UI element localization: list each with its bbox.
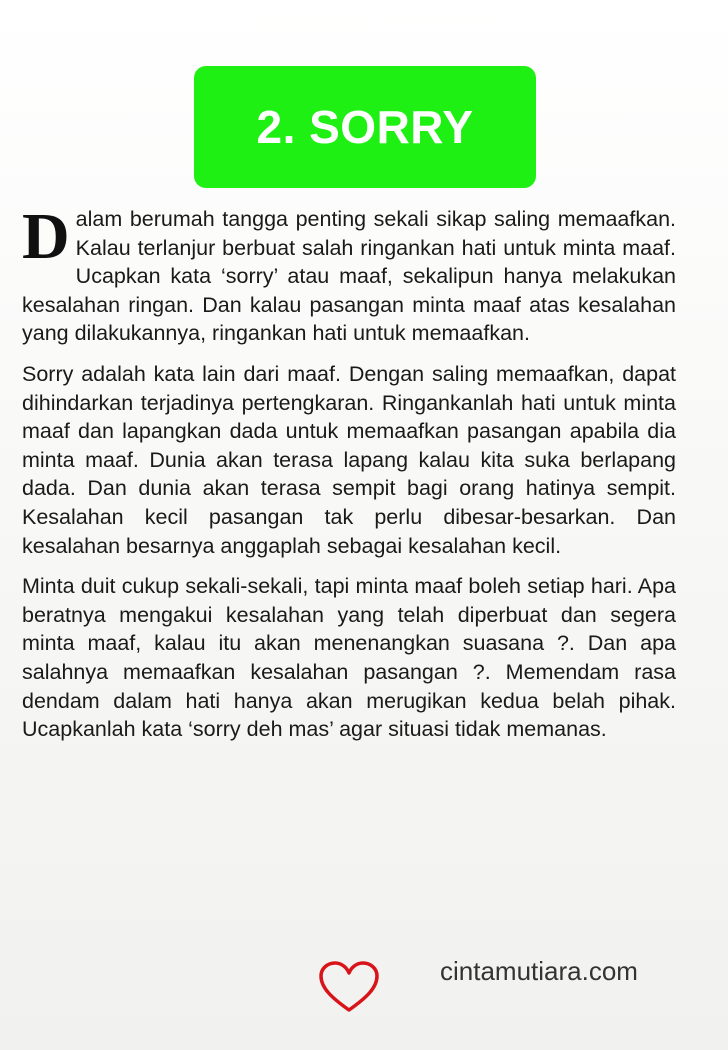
drop-cap: D bbox=[22, 200, 70, 273]
site-credit: cintamutiara.com bbox=[440, 956, 638, 986]
heart-outline-icon bbox=[318, 960, 380, 1014]
paragraph-1-text: alam berumah tangga penting sekali sikap saling memaafkan. Kalau terlanjur berbuat salah ringankan hati untuk minta maaf. Ucapkan kata ‘sorry’ atau maaf, sekalipun hanya melakukan kesalahan ringan. Dan kalau pasangan minta maaf atas kesalahan yang dilakukannya, ringankan hati untuk memaafkan. bbox=[22, 207, 676, 346]
paragraph-3: Minta duit cukup sekali-sekali, tapi minta maaf boleh setiap hari. Apa beratnya mengakui kesalahan yang telah diperbuat dan segera minta maaf, kalau itu akan menenangkan suasana ?. Dan apa salahnya memaafkan kesalahan pasangan ?. Memendam rasa dendam dalam hati hanya akan merugikan kedua belah pihak. Ucapkanlah kata ‘sorry deh mas’ agar situasi tidak memanas. bbox=[22, 574, 676, 742]
title-banner bbox=[194, 66, 536, 188]
page-title: 2. SORRY bbox=[256, 101, 474, 153]
paragraph-2: Sorry adalah kata lain dari maaf. Dengan saling memaafkan, dapat dihindarkan terjadinya pertengkaran. Ringankanlah hati untuk minta maaf dan lapangkan dada untuk memaafkan pasangan apabila dia minta maaf. Dunia akan terasa lapang kalau kita suka berlapang dada. Dan dunia akan terasa sempit bagi orang hatinya sempit. Kesalahan kecil pasangan tak perlu dibesar-besarkan. Dan kesalahan besarnya anggaplah sebagai kesalahan kecil. bbox=[22, 361, 676, 558]
paragraph-1 bbox=[22, 200, 676, 348]
article-body bbox=[22, 200, 676, 756]
